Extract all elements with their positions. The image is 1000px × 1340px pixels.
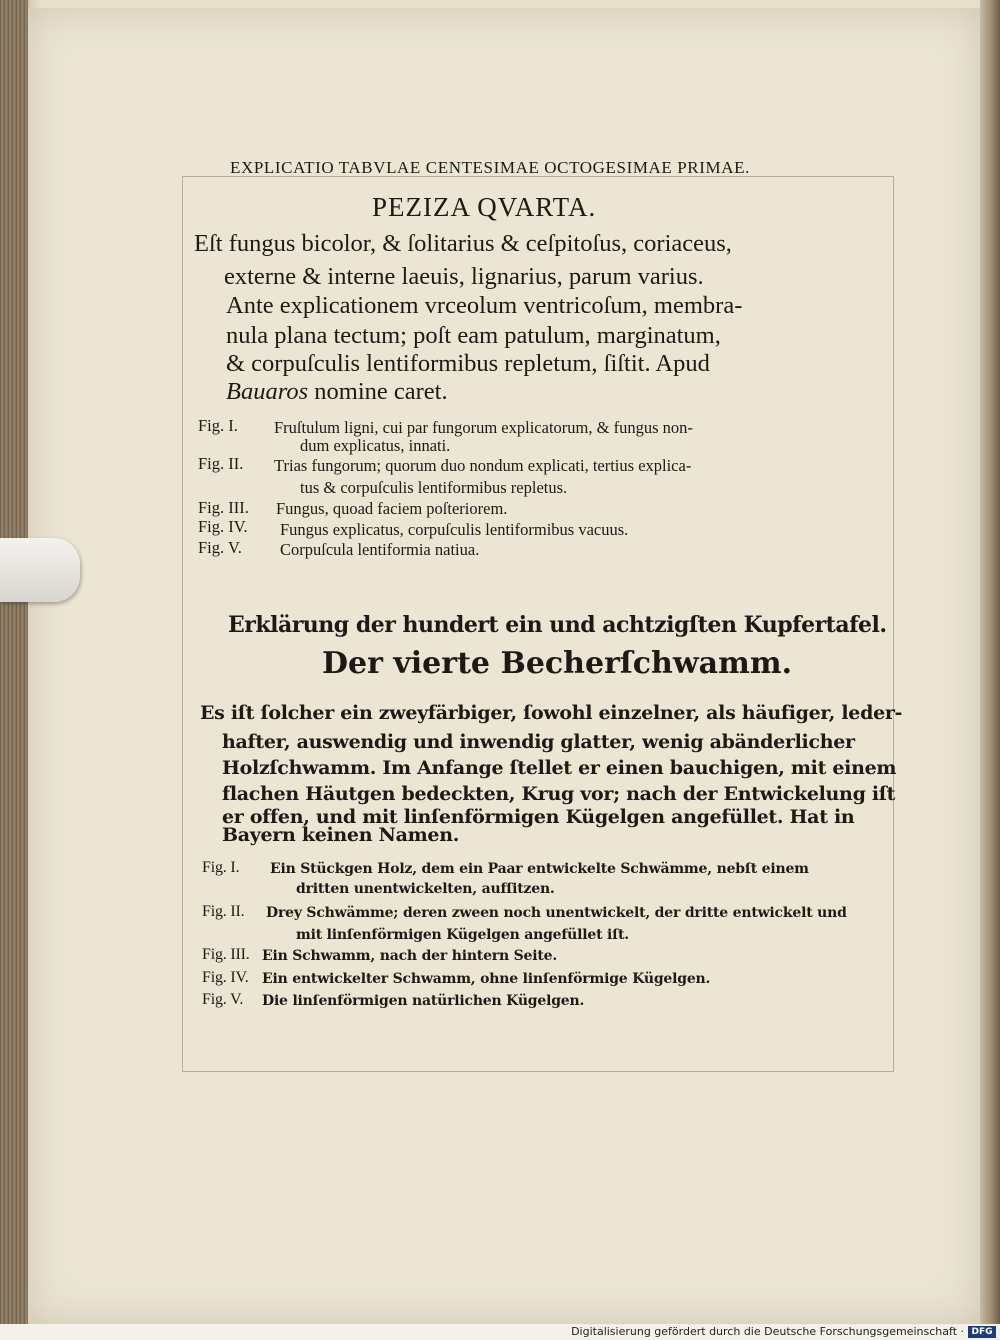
latin-last-line-rest: nomine caret.	[308, 378, 448, 405]
latin-body-line: nula plana tectum; poſt eam patulum, marginatum,	[226, 322, 721, 349]
footer-credit: Digitalisierung gefördert durch die Deutsche Forschungsgemeinschaft ·	[571, 1325, 964, 1338]
german-body-line: flachen Häutgen bedeckten, Krug vor; nach der Entwickelung iſt	[222, 783, 896, 805]
latin-body-line: externe & interne laeuis, lignarius, parum varius.	[224, 263, 704, 290]
german-fig-text: Ein entwickelter Schwamm, ohne linſenförmige Kügelgen.	[262, 971, 711, 987]
german-fig-text: Die linſenförmigen natürlichen Kügelgen.	[262, 993, 585, 1009]
german-subtitle: Der vierte Becherſchwamm.	[322, 646, 793, 681]
latin-fig-text: Trias fungorum; quorum duo nondum explicati, tertius explica-	[274, 456, 692, 475]
latin-fig-label: Fig. II.	[198, 454, 244, 473]
latin-fig-text: Corpuſcula lentiformia natiua.	[280, 540, 480, 559]
latin-fig-cont: dum explicatus, innati.	[300, 436, 451, 455]
german-fig-label: Fig. V.	[202, 991, 244, 1008]
german-fig-text: Drey Schwämme; deren zween noch unentwickelt, der dritte entwickelt und	[266, 905, 847, 921]
latin-italic-word: Bauaros	[226, 378, 309, 405]
latin-fig-label: Fig. I.	[198, 416, 238, 435]
latin-body-last-line	[226, 378, 448, 406]
book-page-edges	[0, 0, 28, 1340]
german-body-line: Holzſchwamm. Im Anfange ſtellet er einen bauchigen, mit einem	[222, 757, 897, 779]
german-fig-text: Ein Stückgen Holz, dem ein Paar entwickelte Schwämme, nebſt einem	[270, 861, 809, 877]
german-fig-label: Fig. II.	[202, 903, 245, 920]
latin-fig-text: Fungus explicatus, corpuſculis lentiformibus vacuus.	[280, 520, 629, 539]
german-body-line: hafter, auswendig und inwendig glatter, wenig abänderlicher	[222, 731, 855, 753]
german-body-line: Es iſt ſolcher ein zweyfärbiger, ſowohl einzelner, als häufiger, leder-	[200, 702, 903, 724]
latin-body-line: Eſt fungus bicolor, & ſolitarius & ceſpitoſus, coriaceus,	[194, 230, 732, 257]
german-fig-label: Fig. III.	[202, 946, 250, 963]
page-tab-marker	[0, 538, 80, 602]
latin-fig-label: Fig. III.	[198, 498, 249, 517]
latin-body-line: & corpuſculis lentiformibus repletum, ſiſtit. Apud	[226, 350, 710, 377]
dfg-logo: DFG	[968, 1326, 996, 1338]
german-body-line: Bayern keinen Namen.	[222, 824, 460, 846]
german-fig-label: Fig. I.	[202, 859, 240, 876]
latin-fig-text: Fungus, quoad faciem poſteriorem.	[276, 499, 508, 518]
latin-fig-label: Fig. V.	[198, 538, 242, 557]
latin-fig-label: Fig. IV.	[198, 517, 248, 536]
latin-header: EXPLICATIO TABVLAE CENTESIMAE OCTOGESIMAE PRIMAE.	[230, 158, 750, 177]
german-fig-text: Ein Schwamm, nach der hintern Seite.	[262, 948, 557, 964]
german-fig-cont: mit linſenförmigen Kügelgen angefüllet iſt.	[296, 927, 629, 943]
german-body-line: er offen, und mit linſenförmigen Kügelgen angefüllet. Hat in	[222, 806, 855, 828]
book-gutter	[980, 0, 1000, 1340]
latin-fig-cont: tus & corpuſculis lentiformibus repletus.	[300, 478, 568, 497]
latin-title: PEZIZA QVARTA.	[372, 192, 597, 222]
latin-fig-text: Fruſtulum ligni, cui par fungorum explicatorum, & fungus non-	[274, 418, 693, 437]
german-fig-label: Fig. IV.	[202, 969, 249, 986]
german-title: Erklärung der hundert ein und achtzigſten Kupfertafel.	[228, 612, 887, 638]
latin-body-line: Ante explicationem vrceolum ventricoſum, membra-	[226, 292, 743, 319]
german-fig-cont: dritten unentwickelten, aufſitzen.	[296, 881, 555, 897]
